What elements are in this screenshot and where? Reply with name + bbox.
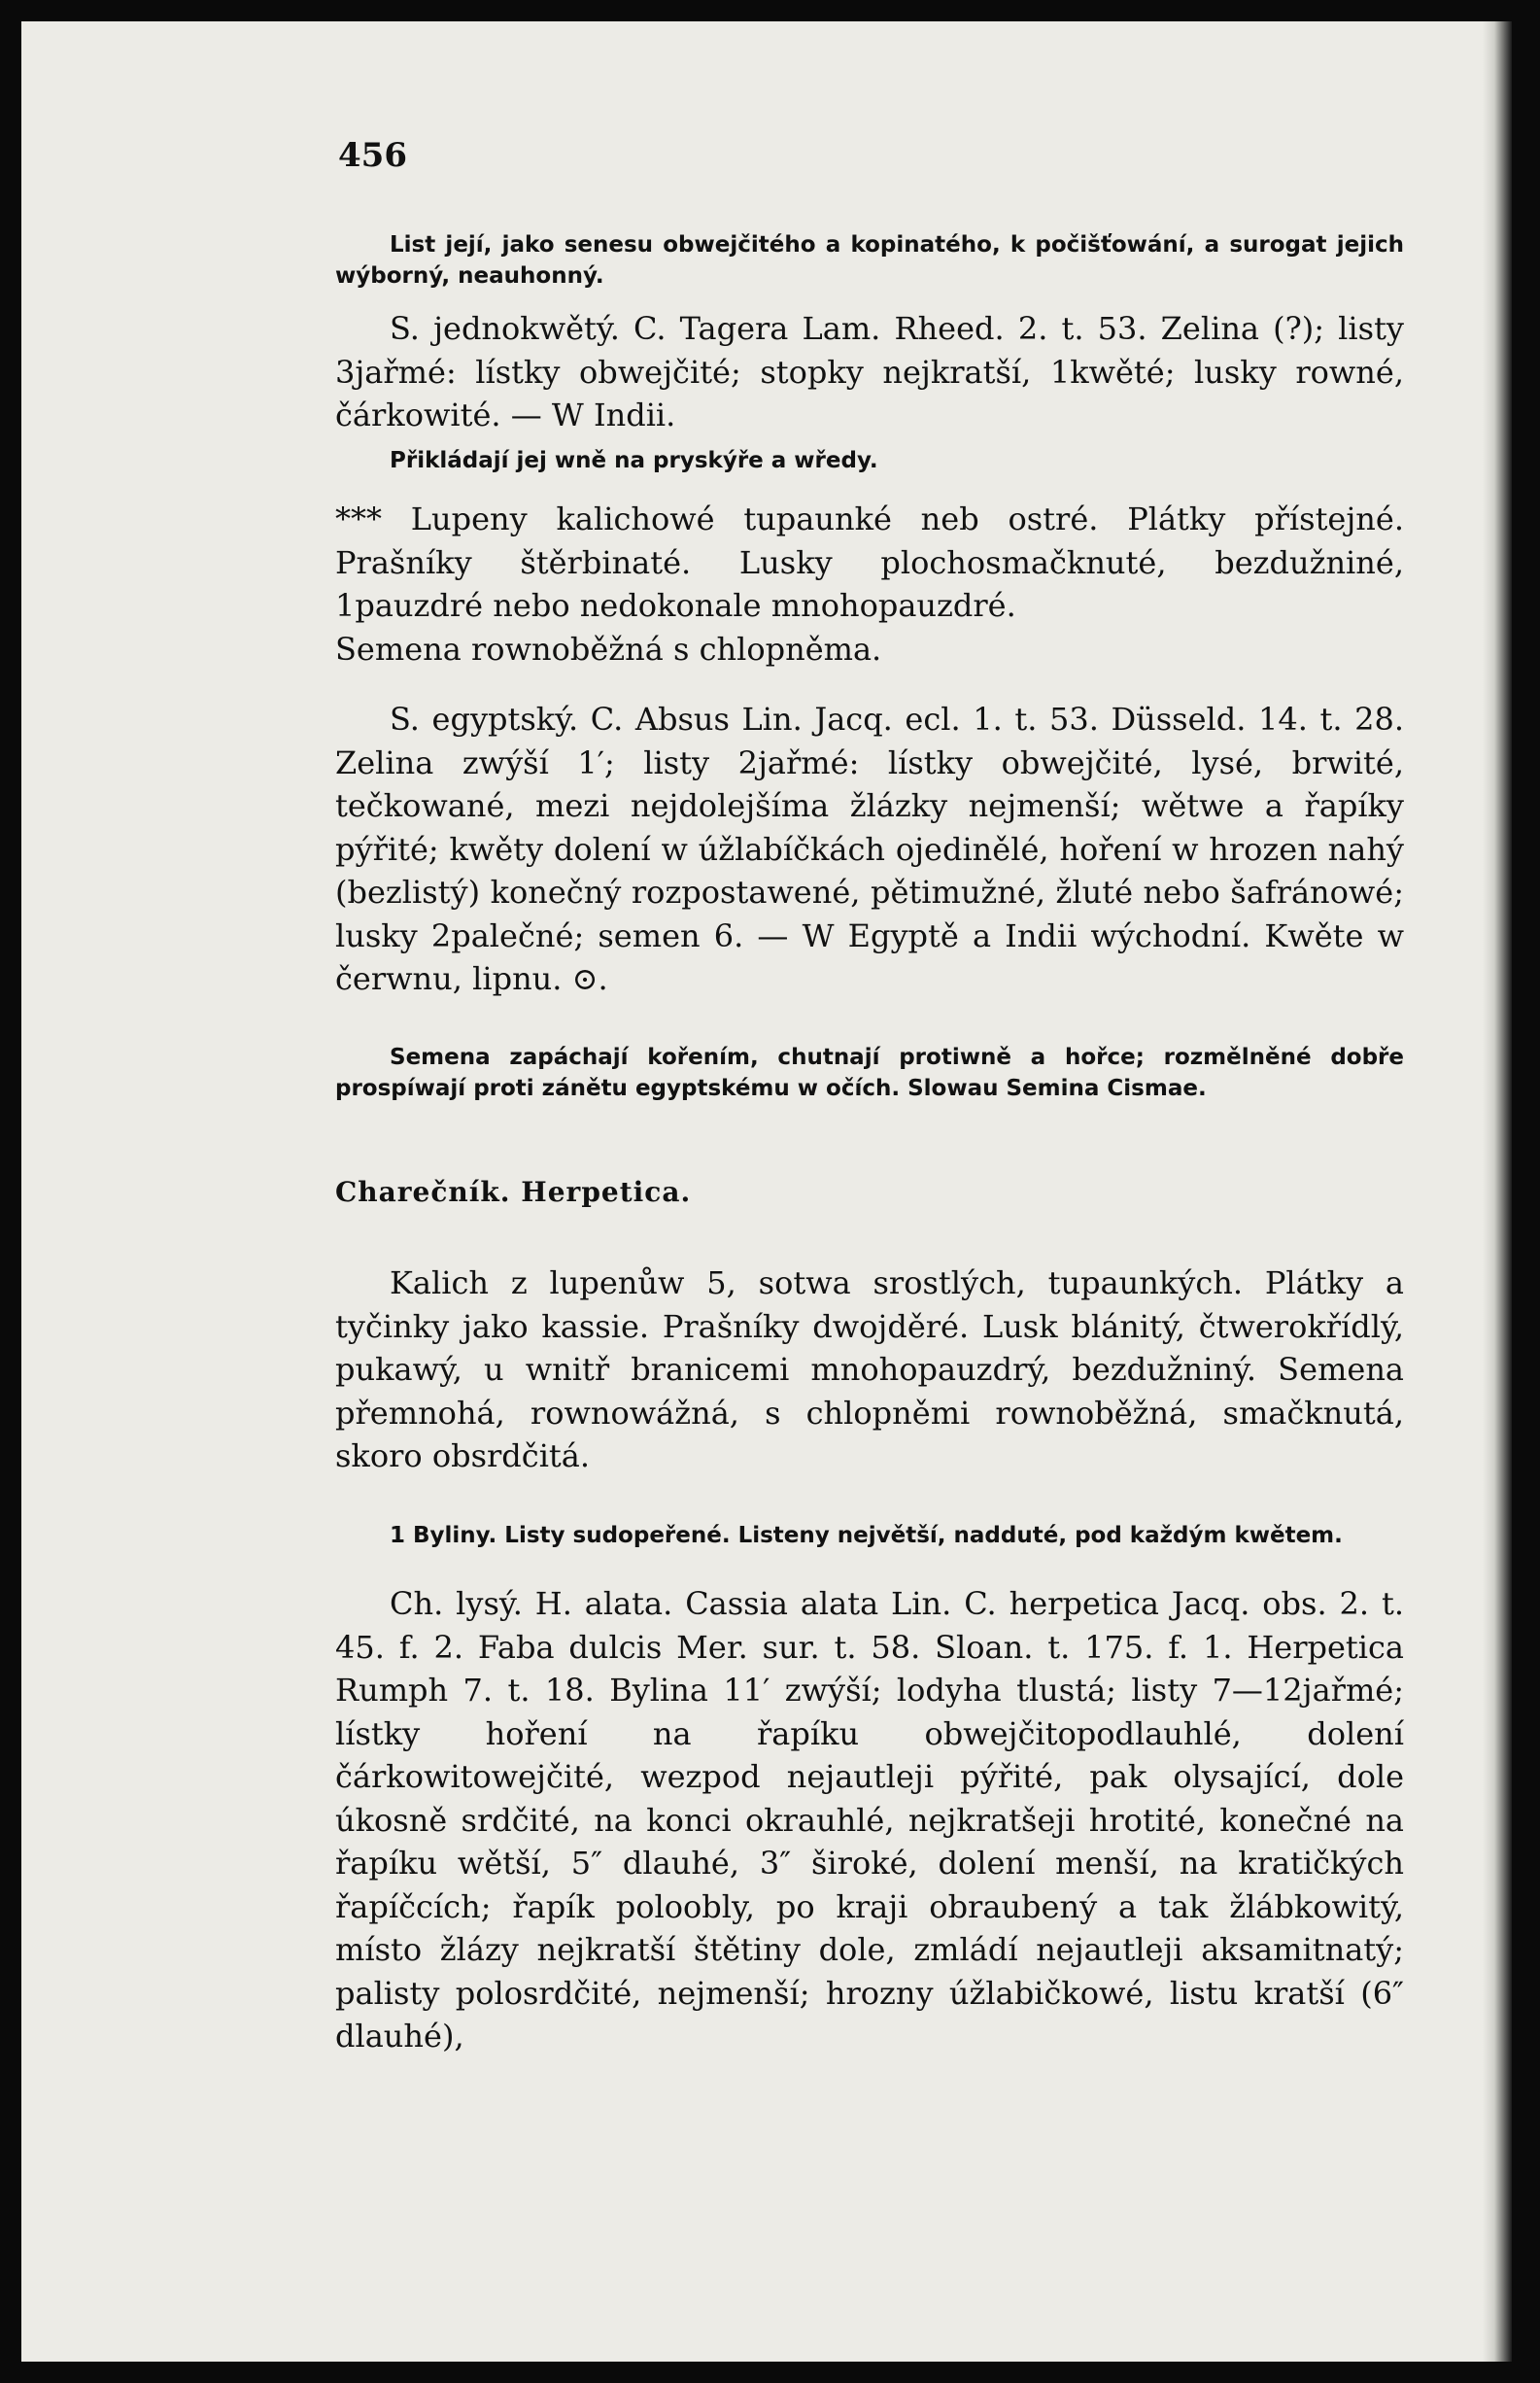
group-header-text: *** Lupeny kalichowé tupaunké neb ostré. Plátky přístejné. Prašníky štěrbinaté. Lusky plochosmačknuté, bezdužniné, 1pauzdré nebo nedokonale mnohopauzdré. [335, 501, 1404, 624]
page-number: 456 [338, 136, 407, 175]
species-entry-lysy: Ch. lysý. H. alata. Cassia alata Lin. C. herpetica Jacq. obs. 2. t. 45. f. 2. Faba dulcis Mer. sur. t. 58. Sloan. t. 175. f. 1. Herpetica Rumph 7. t. 18. Bylina 11′ zwýší; lodyha tlustá; listy 7—12jařmé; lístky hoření na řapíku obwejčitopodlauhlé, dolení čárkowitowejčité, wezpod nejautleji pýřité, pak olysající, dole úkosně srdčité, na konci okrauhlé, nejkratšeji hrotité, konečné na řapíku wětší, 5″ dlauhé, 3″ široké, dolení menší, na kratičkých řapíčcích; řapík poloobly, po kraji obraubený a tak žlábkowitý, místo žlázy nejkratší štětiny dole, zmládí nejautleji aksamitnatý; palisty polosrdčité, nejmenší; hrozny úžlabičkowé, listu kratší (6″ dlauhé), [335, 1585, 1404, 2055]
subgroup-description: 1 Byliny. Listy sudopeřené. Listeny největší, nadduté, pod každým kwětem. [390, 1523, 1343, 1548]
genus-description: Kalich z lupenůw 5, sotwa srostlých, tupaunkých. Plátky a tyčinky jako kassie. Prašníky dwojděré. Lusk blánitý, čtwerokřídlý, pukawý, u wnitř branicemi mnohopauzdrý, bezdužniný. Semena přemnohá, rownowážná, s chlopněmi rownoběžná, smačknutá, skoro obsrdčitá. [335, 1264, 1404, 1474]
species-entry-jednokwety: S. jednokwětý. C. Tagera Lam. Rheed. 2. t. 53. Zelina (?); listy 3jařmé: lístky obwejčité; stopky nejkratší, 1kwěté; lusky rowné, čárkowité. — W Indii. [335, 310, 1404, 433]
page-edge-shadow [1483, 21, 1512, 2362]
genus-section-title: Charečník. Herpetica. [335, 1176, 692, 1208]
note-seeds-usage: Semena zapáchají kořením, chutnají protiwně a hořce; rozmělněné dobře prospíwají proti zánětu egyptskému w očích. Slowau Semina Cismae. [335, 1045, 1404, 1101]
species-entry-egyptsky: S. egyptský. C. Absus Lin. Jacq. ecl. 1. t. 53. Düsseld. 14. t. 28. Zelina zwýší 1′; listy 2jařmé: lístky obwejčité, lysé, brwité, tečkowané, mezi nejdolejšíma žlázky nejmenší; wětwe a řapíky pýřité; kwěty dolení w úžlabíčkách ojedinělé, hoření w hrozen nahý (bezlistý) konečný rozpostawené, pětimužné, žluté nebo šafránowé; lusky 2palečné; semen 6. — W Egyptě a Indii wýchodní. Kwěte w čerwnu, lipnu. ⊙. [335, 701, 1404, 997]
note-usage-external: Přikládají jej wně na pryskýře a wředy. [390, 448, 878, 473]
group-header-last-line: Semena rownoběžná s chlopněma. [335, 631, 882, 668]
note-usage-leaves: List její, jako senesu obwejčitého a kopinatého, k počišťowání, a surogat jejich wýborný, neauhonný. [335, 232, 1404, 289]
